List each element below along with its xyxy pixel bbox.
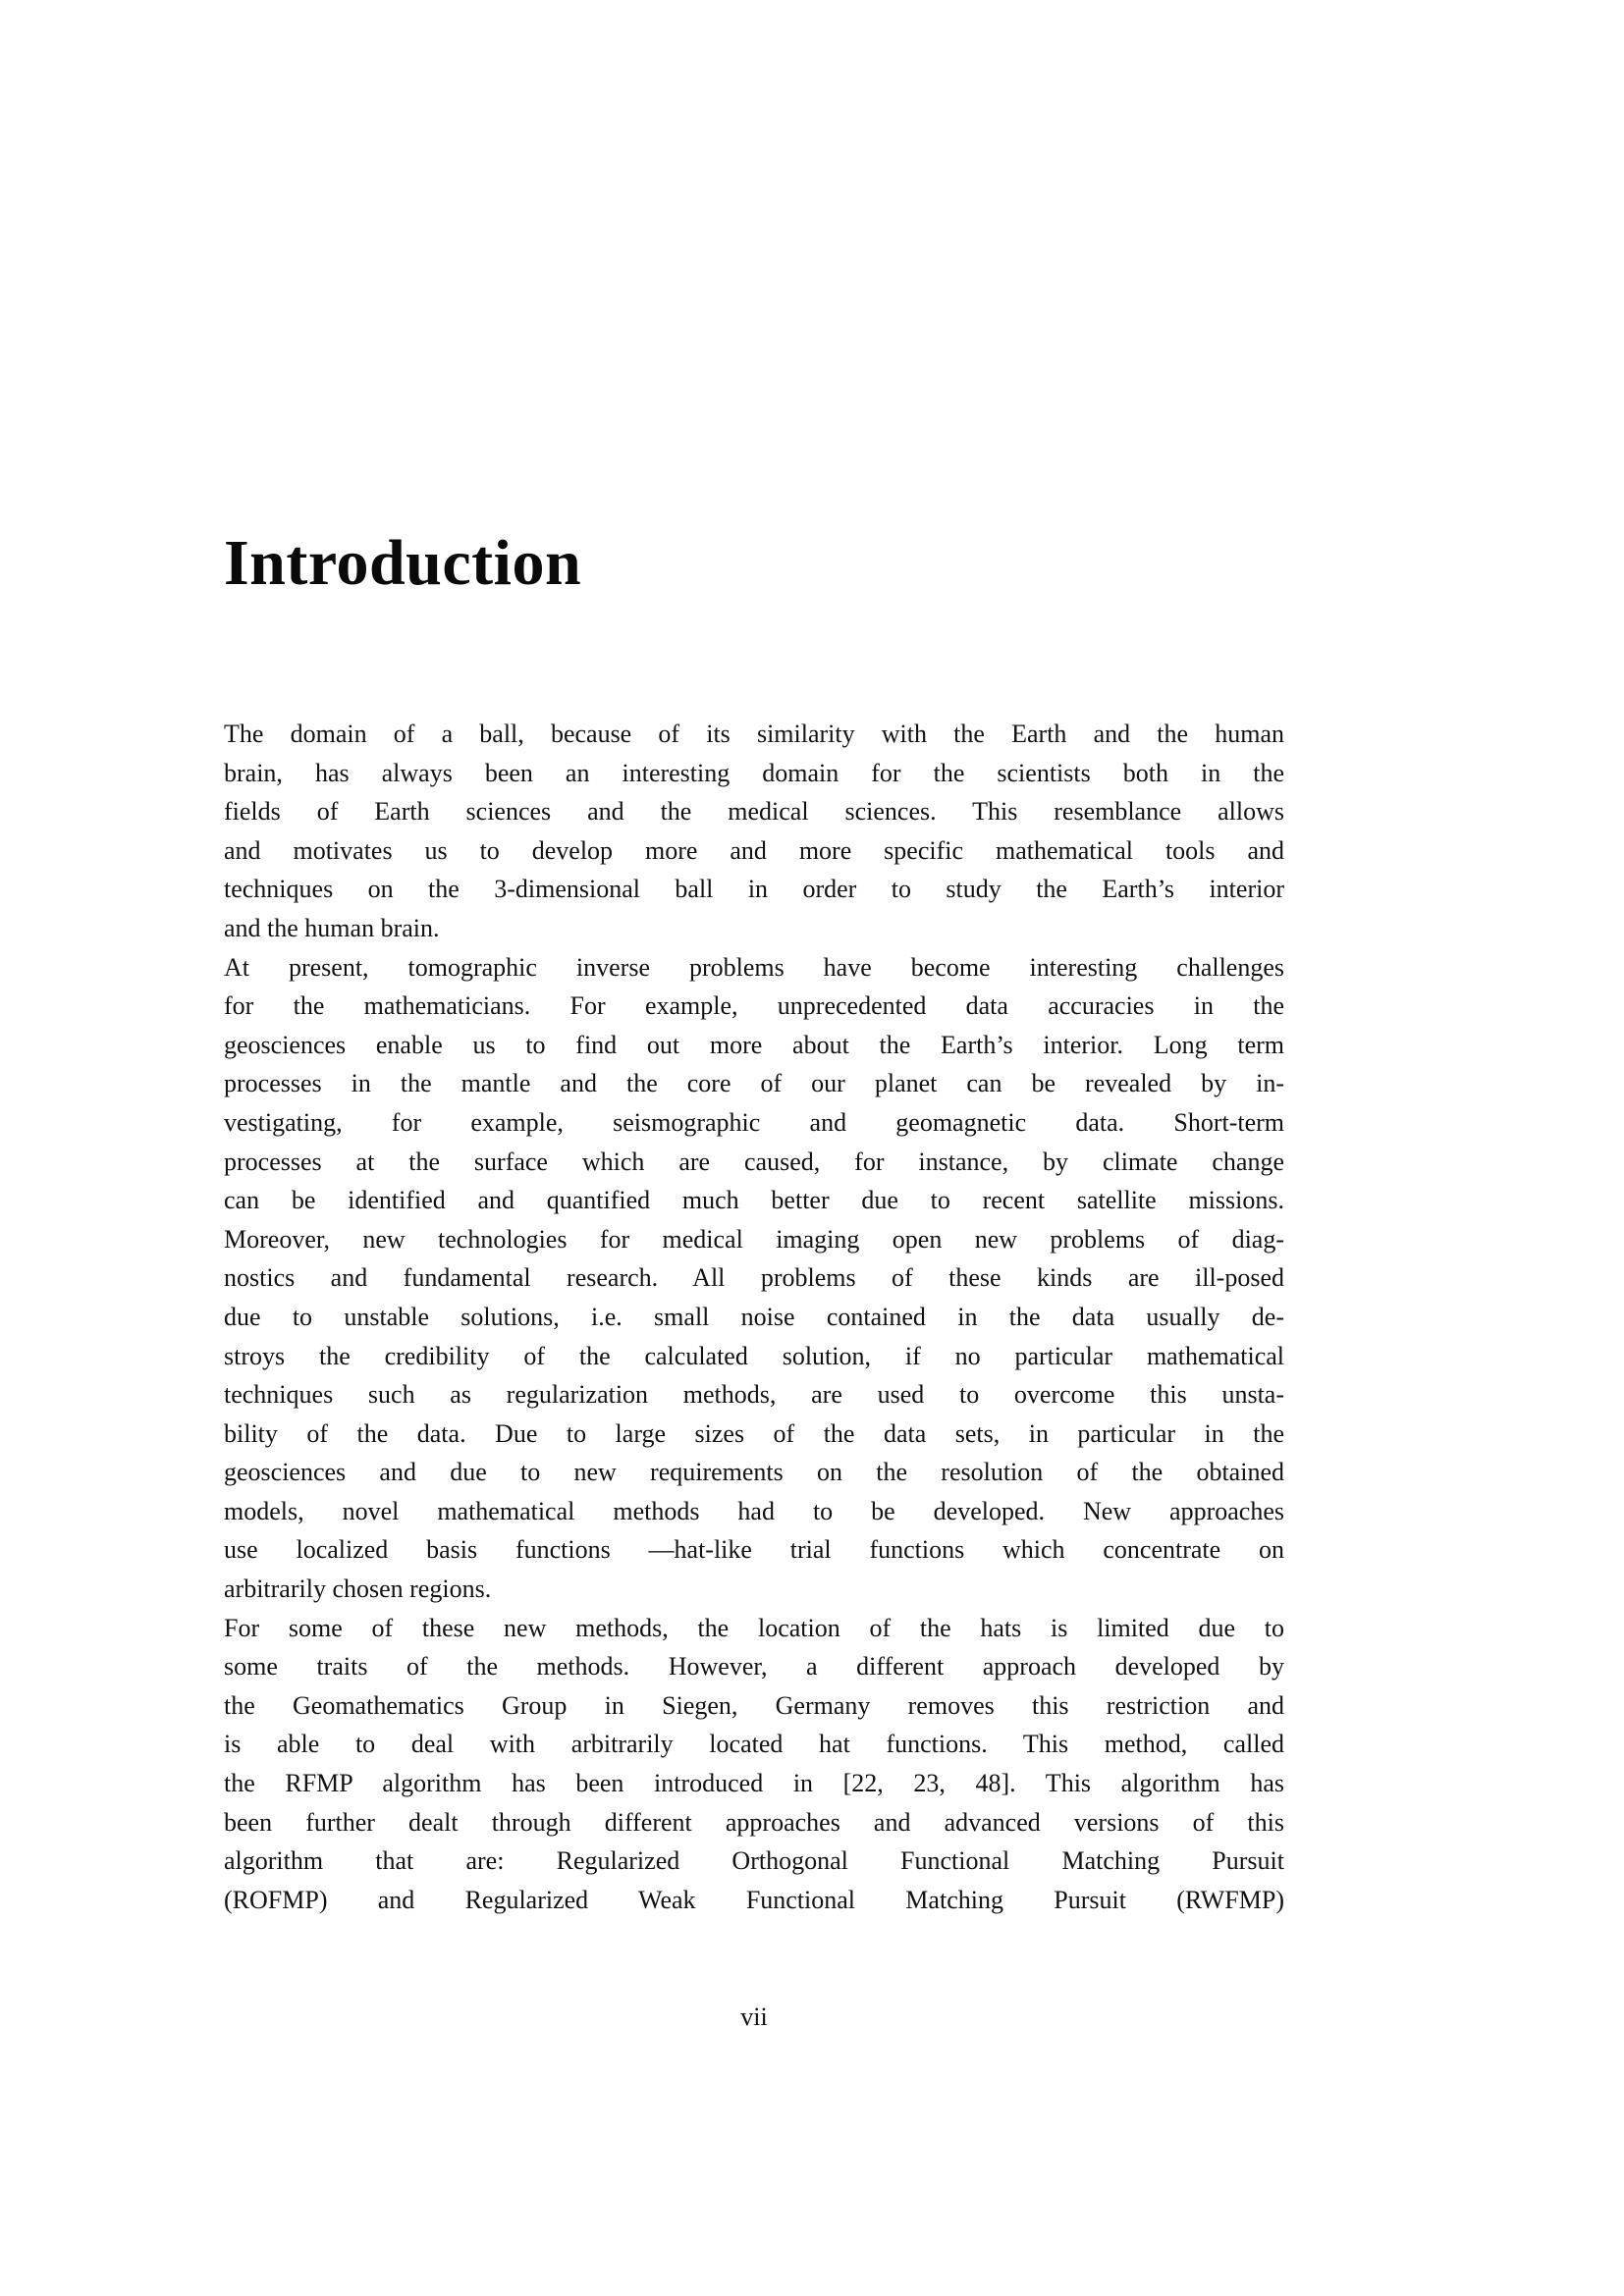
text-line: and the human brain. — [224, 913, 440, 942]
text-line: The domain of a ball, because of its similarity with the Earth and the human — [224, 720, 1284, 748]
text-line: for the mathematicians. For example, unprecedented data accuracies in the — [224, 991, 1284, 1021]
text-line: due to unstable solutions, i.e. small noise contained in the data usually de- — [224, 1302, 1284, 1331]
text-line: techniques such as regularization methods, are used to overcome this unsta- — [224, 1380, 1284, 1410]
text-line: nostics and fundamental research. All problems of these kinds are ill-posed — [224, 1263, 1284, 1293]
text-line: bility of the data. Due to large sizes of the data sets, in particular in the — [224, 1418, 1284, 1448]
text-line: At present, tomographic inverse problems have become interesting challenges — [224, 952, 1284, 982]
text-line: algorithm that are: Regularized Orthogonal Functional Matching Pursuit — [224, 1846, 1284, 1876]
text-line: use localized basis functions —hat-like trial functions which concentrate on — [224, 1535, 1284, 1565]
text-line: techniques on the 3-dimensional ball in order to study the Earth’s interior — [224, 875, 1284, 904]
text-line: can be identified and quantified much better due to recent satellite missions. — [224, 1186, 1284, 1215]
chapter-title: Introduction — [224, 527, 582, 599]
text-line: the Geomathematics Group in Siegen, Germany removes this restriction and — [224, 1690, 1284, 1720]
body-text — [224, 715, 1284, 1919]
page-number: vii — [740, 2002, 768, 2031]
text-line: is able to deal with arbitrarily located hat functions. This method, called — [224, 1730, 1284, 1759]
text-line: arbitrarily chosen regions. — [224, 1575, 492, 1604]
text-column — [224, 0, 1284, 2296]
text-line: For some of these new methods, the location of the hats is limited due to — [224, 1613, 1284, 1642]
text-line: and motivates us to develop more and more specific mathematical tools and — [224, 835, 1284, 865]
text-line: geosciences and due to new requirements on the resolution of the obtained — [224, 1458, 1284, 1487]
text-line: processes in the mantle and the core of our planet can be revealed by in- — [224, 1069, 1284, 1098]
text-line: stroys the credibility of the calculated solution, if no particular mathematical — [224, 1341, 1284, 1370]
text-line: the RFMP algorithm has been introduced in [22, 23, 48]. This algorithm has — [224, 1769, 1284, 1798]
text-line: Moreover, new technologies for medical imaging open new problems of diag- — [224, 1224, 1284, 1254]
text-line: models, novel mathematical methods had to be developed. New approaches — [224, 1496, 1284, 1525]
text-line: processes at the surface which are caused, for instance, by climate change — [224, 1147, 1284, 1176]
text-line: vestigating, for example, seismographic and geomagnetic data. Short-term — [224, 1107, 1284, 1137]
text-line: some traits of the methods. However, a different approach developed by — [224, 1652, 1284, 1682]
text-line: fields of Earth sciences and the medical sciences. This resemblance allows — [224, 797, 1284, 827]
text-line: geosciences enable us to find out more about the Earth’s interior. Long term — [224, 1030, 1284, 1059]
text-line: been further dealt through different approaches and advanced versions of this — [224, 1807, 1284, 1837]
text-line: brain, has always been an interesting domain for the scientists both in the — [224, 758, 1284, 787]
text-line: (ROFMP) and Regularized Weak Functional Matching Pursuit (RWFMP) — [224, 1885, 1284, 1914]
